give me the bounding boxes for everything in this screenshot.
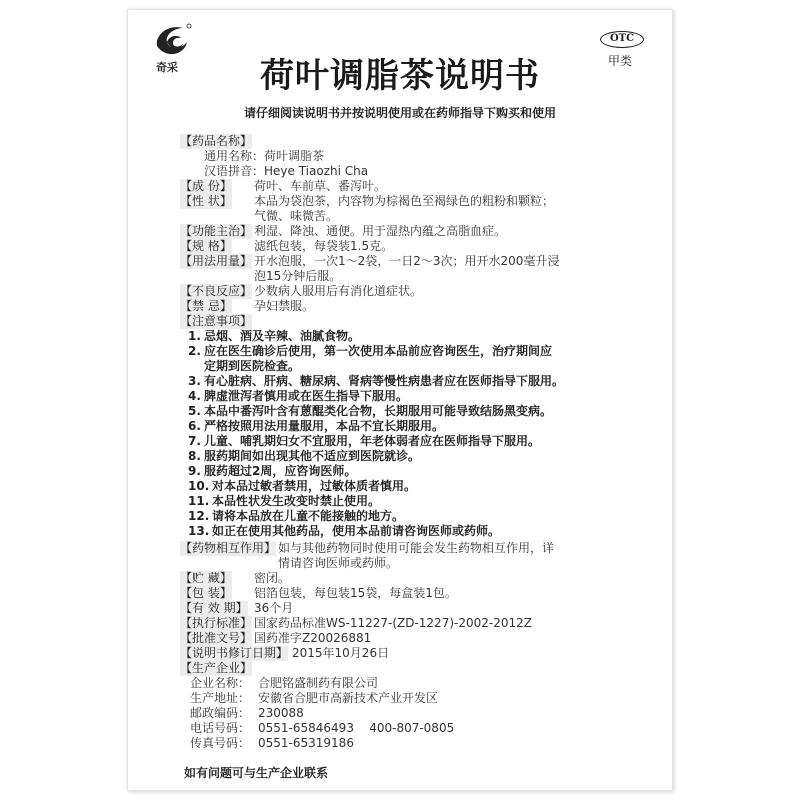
ingredients-label: 【成 份】 <box>180 179 232 193</box>
specification-label: 【规 格】 <box>180 239 232 253</box>
contraindications-value: 孕妇禁服。 <box>254 299 315 313</box>
ingredients-value: 荷叶、车前草、番泻叶。 <box>254 179 387 193</box>
properties-value-line1: 本品为袋泡茶，内容物为棕褐色至褐绿色的粗粉和颗粒； <box>254 194 555 208</box>
precaution-num: 5. <box>188 404 201 418</box>
brand-name: 奇采 <box>156 61 178 74</box>
pinyin-value: Heye Tiaozhi Cha <box>264 164 369 178</box>
company-name-label: 企业名称： <box>190 676 251 690</box>
instruction-sheet <box>127 9 673 791</box>
standard-value: 国家药品标准WS-11227-(ZD-1227)-2002-2012Z <box>254 616 532 630</box>
dosage-value-line2: 泡15分钟后服。 <box>254 269 342 283</box>
precaution-num: 10. <box>188 479 210 493</box>
precaution-num: 9. <box>188 464 201 478</box>
phone-value: 0551-65846493 400-807-0805 <box>258 721 455 735</box>
precaution-num: 12. <box>188 509 210 523</box>
dosage-label: 【用法用量】 <box>180 254 253 268</box>
approval-label: 【批准文号】 <box>180 631 253 645</box>
manufacturer-label: 【生产企业】 <box>180 661 253 675</box>
specification-value: 滤纸包装，每袋装1.5克。 <box>254 239 394 253</box>
adverse-reactions-label: 【不良反应】 <box>180 284 253 298</box>
drug-name-label: 【药品名称】 <box>180 134 253 148</box>
interactions-value-line1: 如与其他药物同时使用可能会发生药物相互作用，详 <box>278 541 555 555</box>
otc-badge: OTC <box>600 31 644 48</box>
validity-label: 【有 效 期】 <box>180 601 248 615</box>
storage-value: 密闭。 <box>254 571 291 585</box>
address-label: 生产地址： <box>190 691 251 705</box>
page-title: 荷叶调脂茶说明书 <box>260 56 540 96</box>
precaution-num: 4. <box>188 389 201 403</box>
revision-value: 2015年10月26日 <box>292 646 390 660</box>
address-value: 安徽省合肥市高新技术产业开发区 <box>258 691 439 705</box>
packaging-value: 铝箔包装，每包装15袋，每盒装1包。 <box>254 586 457 600</box>
otc-class: 甲类 <box>608 54 633 68</box>
precaution-text: 对本品过敏者禁用，过敏体质者慎用。 <box>212 479 417 493</box>
precaution-text: 儿童、哺乳期妇女不宜服用，年老体弱者应在医师指导下服用。 <box>204 434 541 448</box>
precaution-text: 严格按照用法用量服用，本品不宜长期服用。 <box>204 419 445 433</box>
precaution-text: 本品性状发生改变时禁止使用。 <box>212 494 381 508</box>
zip-value: 230088 <box>258 706 304 720</box>
precaution-num: 7. <box>188 434 201 448</box>
contact-note: 如有问题可与生产企业联系 <box>184 766 329 780</box>
precaution-num: 13. <box>188 524 210 538</box>
validity-value: 36个月 <box>254 601 294 615</box>
common-name-value: 荷叶调脂茶 <box>264 149 325 163</box>
precaution-text: 应在医生确诊后使用，第一次使用本品前应咨询医生，治疗期间应 <box>204 344 553 358</box>
properties-label: 【性 状】 <box>180 194 232 208</box>
zip-label: 邮政编码： <box>190 706 251 720</box>
precaution-num: 8. <box>188 449 201 463</box>
storage-label: 【贮 藏】 <box>180 571 232 585</box>
properties-value-line2: 气微、味微苦。 <box>254 209 339 223</box>
common-name-label: 通用名称： <box>204 149 265 163</box>
company-name-value: 合肥铭盛制药有限公司 <box>258 676 379 690</box>
precaution-num: 3. <box>188 374 201 388</box>
revision-label: 【说明书修订日期】 <box>180 646 289 660</box>
pinyin-label: 汉语拼音： <box>204 164 265 178</box>
precaution-text: 有心脏病、肝病、糖尿病、肾病等慢性病患者应在医师指导下服用。 <box>204 374 565 388</box>
precaution-text: 脾虚泄泻者慎用或在医生指导下服用。 <box>204 389 409 403</box>
precaution-text: 请将本品放在儿童不能接触的地方。 <box>212 509 405 523</box>
interactions-label: 【药物相互作用】 <box>180 541 277 555</box>
precaution-text: 定期到医院检查。 <box>204 359 301 373</box>
adverse-reactions-value: 少数病人服用后有消化道症状。 <box>254 284 423 298</box>
precaution-text: 本品中番泻叶含有蒽醌类化合物，长期服用可能导致结肠黑变病。 <box>204 404 553 418</box>
precaution-num: 1. <box>188 329 201 343</box>
contraindications-label: 【禁 忌】 <box>180 299 232 313</box>
precaution-num: 11. <box>188 494 210 508</box>
usage-notice: 请仔细阅读说明书并按说明使用或在药师指导下购买和使用 <box>243 106 556 120</box>
precaution-text: 忌烟、酒及辛辣、油腻食物。 <box>204 329 361 343</box>
phone-label: 电话号码： <box>190 721 251 735</box>
precautions-label: 【注意事项】 <box>180 314 253 328</box>
fax-value: 0551-65319186 <box>258 736 354 750</box>
standard-label: 【执行标准】 <box>180 616 253 630</box>
indications-label: 【功能主治】 <box>180 224 253 238</box>
interactions-value-line2: 情请咨询医师或药师。 <box>278 556 399 570</box>
packaging-label: 【包 装】 <box>180 586 232 600</box>
indications-value: 利湿、降浊、通便。用于湿热内蕴之高脂血症。 <box>254 224 507 238</box>
dosage-value-line1: 开水泡服，一次1～2袋，一日2～3次；用开水200毫升浸 <box>254 254 560 268</box>
precaution-text: 服药期间如出现其他不适应到医院就诊。 <box>204 449 421 463</box>
precaution-num: 2. <box>188 344 201 358</box>
fax-label: 传真号码： <box>190 736 251 750</box>
approval-value: 国药准字Z20026881 <box>254 631 372 645</box>
precaution-text: 如正在使用其他药品，使用本品前请咨询医师或药师。 <box>212 524 501 538</box>
precaution-text: 服药超过2周，应咨询医师。 <box>204 464 357 478</box>
precaution-num: 6. <box>188 419 201 433</box>
